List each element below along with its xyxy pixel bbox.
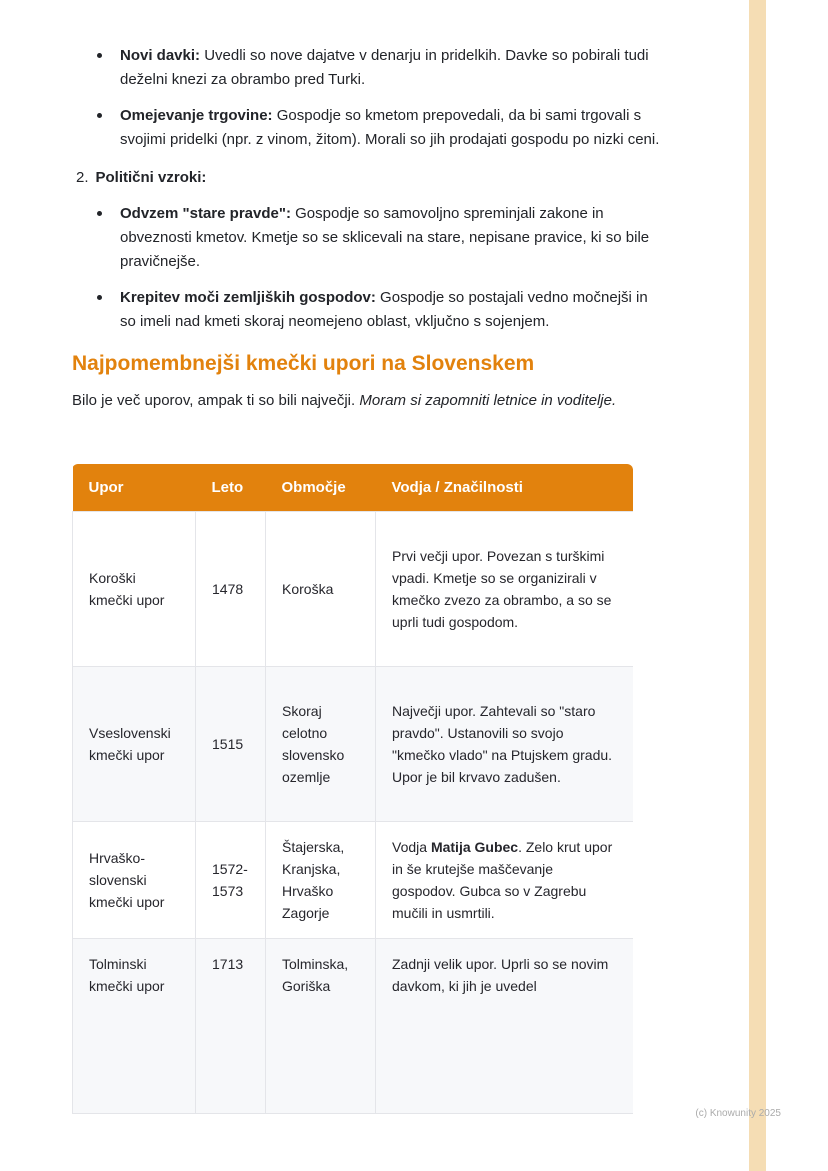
bullet-bold-lead bbox=[120, 47, 649, 88]
list-item-krepitev-moci bbox=[72, 286, 661, 334]
bullet-body-text: Gospodje so postajali vedno močnejši in so imeli nad kmeti skoraj neomejeno oblast, vključno s sojenjem. bbox=[120, 289, 648, 330]
bullet-bold-text: Krepitev moči zemljiških gospodov: bbox=[120, 289, 376, 306]
cell-opis bbox=[376, 822, 634, 939]
bullet-body-text: Uvedli so nove dajatve v denarju in pridelkih. Davke so pobirali tudi deželni knezi za obrambo pred Turki. bbox=[120, 47, 649, 88]
table-row-hrvasko-slovenski bbox=[73, 822, 634, 939]
table-header-row bbox=[73, 464, 634, 512]
col-header-leto: Leto bbox=[196, 464, 266, 512]
list-item-novi-davki bbox=[72, 44, 661, 92]
bullet-bold-lead bbox=[120, 205, 649, 270]
list-number: 2. bbox=[76, 169, 89, 186]
watermark: (c) Knowunity 2025 bbox=[695, 1108, 781, 1119]
cell-obmocje: Tolminska, Goriška bbox=[266, 939, 376, 1114]
table-row-tolminski bbox=[73, 939, 634, 1114]
cell-upor: Tolminski kmečki upor bbox=[73, 939, 196, 1114]
bullet-icon bbox=[97, 53, 102, 58]
cell-upor: Vseslovenski kmečki upor bbox=[73, 667, 196, 822]
revolts-table-grid bbox=[72, 464, 633, 1114]
cell-obmocje: Koroška bbox=[266, 512, 376, 667]
cell-obmocje: Skoraj celotno slovensko ozemlje bbox=[266, 667, 376, 822]
bullet-body-text: Gospodje so kmetom prepovedali, da bi sami trgovali s svojimi pridelki (npr. z vinom, žitom). Morali so jih prodajati gospodu po nizki ceni. bbox=[120, 107, 660, 148]
opis-text: Prvi večji upor. Povezan s turškimi vpadi. Kmetje so se organizirali v kmečko zvezo za obrambo, a so se uprli tudi gospodom. bbox=[392, 548, 612, 630]
bullet-bold-lead bbox=[120, 107, 659, 148]
bullet-icon bbox=[97, 211, 102, 216]
opis-text: Zadnji velik upor. Uprli so se novim davkom, ki jih je uvedel bbox=[392, 956, 609, 994]
bullet-bold-text: Novi davki: bbox=[120, 47, 201, 64]
bullet-bold-lead bbox=[120, 289, 648, 330]
bullet-icon bbox=[97, 295, 102, 300]
col-header-obmocje: Območje bbox=[266, 464, 376, 512]
bullet-body-text: Gospodje so samovoljno spreminjali zakone in obveznosti kmetov. Kmetje so se sklicevali na stare, nepisane pravice, ki so bile pravičnejše. bbox=[120, 205, 650, 270]
list-item-omejevanje-trgovine bbox=[72, 104, 661, 152]
intro-italic-note: Moram si zapomniti letnice in voditelje. bbox=[359, 392, 617, 409]
cell-opis bbox=[376, 939, 634, 1114]
numbered-item-politicni-vzroki bbox=[72, 166, 661, 190]
table-row-vseslovenski bbox=[73, 667, 634, 822]
cell-leto: 1515 bbox=[196, 667, 266, 822]
intro-normal-text: Bilo je več uporov, ampak ti so bili največji. bbox=[72, 392, 360, 409]
bullet-bold-text: Odvzem "stare pravde": bbox=[120, 205, 291, 222]
bullet-bold-text: Omejevanje trgovine: bbox=[120, 107, 273, 124]
intro-paragraph bbox=[72, 388, 661, 414]
page-edge-stripe bbox=[749, 0, 766, 1171]
political-causes-list bbox=[72, 202, 661, 334]
cell-upor: Koroški kmečki upor bbox=[73, 512, 196, 667]
opis-text: . Zelo krut upor in še krutejše maščevanje gospodov. Gubca so v Zagrebu mučili in usmrtili. bbox=[392, 839, 613, 921]
cell-upor: Hrvaško-slovenski kmečki upor bbox=[73, 822, 196, 939]
cell-leto: 1713 bbox=[196, 939, 266, 1114]
opis-text: Vodja bbox=[392, 839, 431, 855]
opis-bold: Matija Gubec bbox=[430, 839, 519, 855]
cell-leto: 1572-1573 bbox=[196, 822, 266, 939]
list-item-odvzem-stare-pravde bbox=[72, 202, 661, 274]
bullet-icon bbox=[97, 113, 102, 118]
document-content bbox=[72, 44, 661, 1114]
section-heading: Najpomembnejši kmečki upori na Slovenskem bbox=[72, 352, 535, 375]
cell-leto: 1478 bbox=[196, 512, 266, 667]
cell-obmocje: Štajerska, Kranjska, Hrvaško Zagorje bbox=[266, 822, 376, 939]
col-header-upor: Upor bbox=[73, 464, 196, 512]
opis-text: Največji upor. Zahtevali so "staro pravdo". Ustanovili so svojo "kmečko vlado" na Ptujskem gradu. Upor je bil krvavo zadušen. bbox=[392, 703, 613, 785]
table-row-koroski bbox=[73, 512, 634, 667]
revolts-table bbox=[72, 464, 633, 1114]
economic-causes-list bbox=[72, 44, 661, 152]
numbered-item-label: Politični vzroki: bbox=[95, 169, 207, 186]
cell-opis bbox=[376, 667, 634, 822]
col-header-vodja: Vodja / Značilnosti bbox=[376, 464, 634, 512]
cell-opis bbox=[376, 512, 634, 667]
